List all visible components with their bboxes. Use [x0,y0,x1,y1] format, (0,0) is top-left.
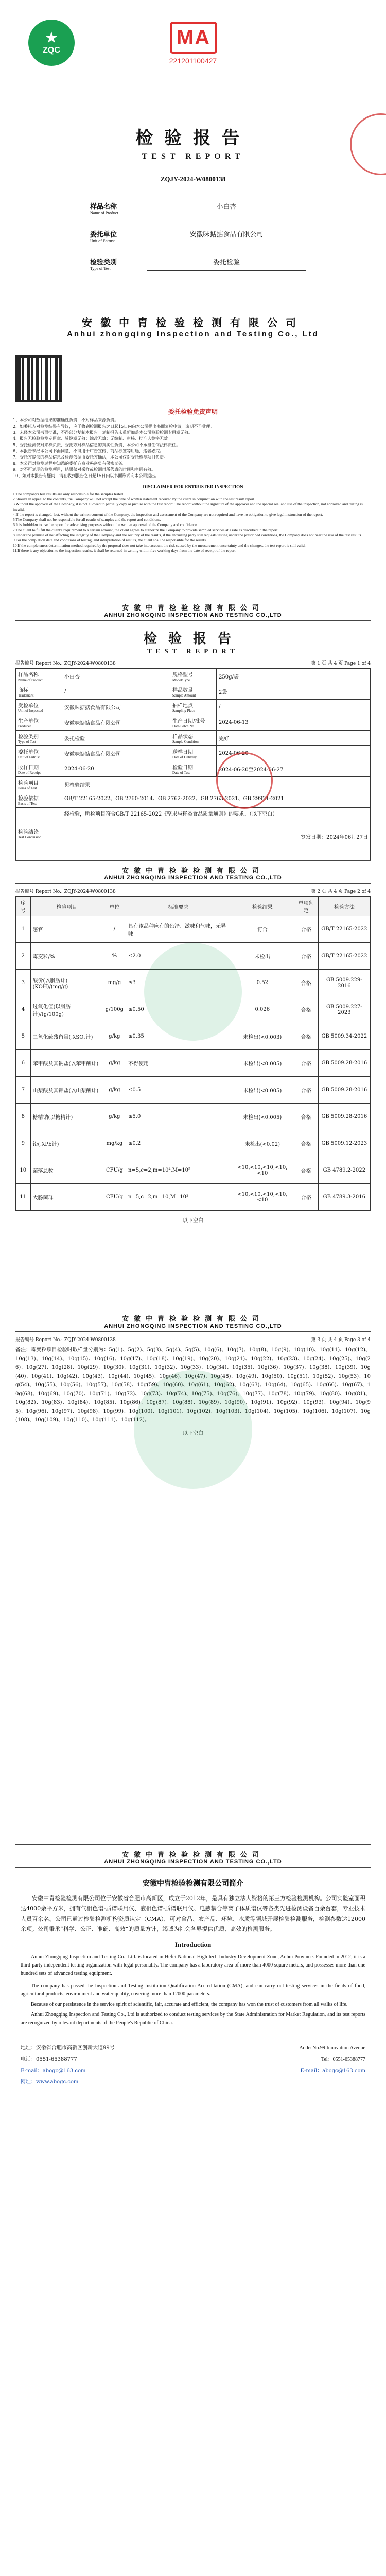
notice-en-item: 10.If the completeness determination method required by the proposal does not take into account the risk caused by the measurement uncertainty and the changes, the test report is still valid. [13,543,306,548]
results-cell: 未检出(<0.005) [231,1050,294,1077]
notes-text: 备注：霉变粒项目检验时取样量分别为：5g(1)、5g(2)、5g(3)、5g(4)、5g(5)、10g(6)、10g(7)、10g(8)、10g(9)、10g(10)、10g(11)、10g(12)、10g(13)、10g(14)、10g(15)、10g(16)、10g(17)、10g(18)、10g(19)、10g(20)、10g(21)、10g(22)、10g(23)、10g(24)、10g(25)、10g(26)、10g(27)、10g(28)、10g(29)、10g(30)、10g(31)、10g(32)、10g(33)、10g(34)、10g(35)、10g(36)、10g(37)、10g(38)、10g(39)、10g(40)、10g(41)、10g(42)、10g(43)、10g(44)、10g(45)、10g(46)、10g(47)、10g(48)、10g(49)、10g(50)、10g(51)、10g(52)、10g(53)、10g(54)、10g(55)、10g(56)、10g(57)、10g(58)、10g(59)、10g(60)、10g(61)、10g(62)、10g(63)、10g(64)、10g(65)、10g(66)、10g(67)、10g(68)、10g(69)、10g(70)、10g(71)、10g(72)、10g(73)、10g(74)、10g(75)、10g(76)、10g(77)、10g(78)、10g(79)、10g(80)、10g(81)、10g(82)、10g(83)、10g(84)、10g(85)、10g(86)、10g(87)、10g(88)、10g(89)、10g(90)、10g(91)、10g(92)、10g(93)、10g(94)、10g(95)、10g(96)、10g(97)、10g(98)、10g(99)、10g(100)、10g(101)、10g(102)、10g(103)、10g(104)、10g(105)、10g(106)、10g(107)、10g(108)、10g(109)、10g(110)、10g(111)、10g(112)。 [15,1347,371,1423]
info-label-cn: 送样日期 [172,750,193,755]
results-cell: 合格 [294,996,318,1023]
cma-logo [170,22,217,54]
info-row [16,700,371,715]
results-header-cell: 序号 [16,897,31,916]
info-label [16,731,62,746]
info-label [170,746,217,761]
results-cell: <10,<10,<10,<10,<10 [231,1157,294,1184]
info-label-en: Producer [18,724,31,728]
results-cell: 0.52 [231,970,294,996]
info-row [16,715,371,731]
results-cell: g/kg [103,1023,126,1050]
info-value: 2袋 [217,684,371,700]
results-cell: 合格 [294,916,318,943]
results-row [16,1184,371,1211]
cover-field-type [90,257,306,271]
info-row [16,746,371,761]
info-value: / [62,684,170,700]
results-cell: 苯甲酸及其钠盐(以苯甲酸计) [30,1050,103,1077]
results-cell: g/100g [103,996,126,1023]
issue-date: 签发日期：2024年06月27日 [301,835,368,840]
results-cell: GB 5009.227-2023 [318,996,370,1023]
results-cell: 7 [16,1077,31,1104]
results-row [16,970,371,996]
info-value: 安徽味掂掂食品有限公司 [62,715,170,731]
info-value: 完好 [217,731,371,746]
notice-en-item: 9.For the completion date and conditions of testing, and interpretation of results, the client shall be responsible for the results. [13,538,207,543]
results-cell: 5 [16,1023,31,1050]
info-label [16,746,62,761]
notice-en-item: 6.It is forbidden to use the report for advertising purposes without the written approval of the Company and confidence. [13,522,198,527]
info-label [16,700,62,715]
results-cell: 过氧化值(以脂肪计)/(g/100g) [30,996,103,1023]
intro-body-en: Anhui Zhongqing Inspection and Testing Co., Ltd. is located in Hefei National High-tech Industry Development Zone, Anhui Province. Founded in 2012, it is a third-party independent testing organization with legal personality. The company has a laboratory area of more than 4000 square meters, and possesses more than one hundred sets of advanced testing equipment. [21,1954,365,1976]
email-cn[interactable]: E-mail：abogc@163.com [21,2068,86,2074]
results-cell: GB 5009.28-2016 [318,1104,370,1130]
blank-note: 以下空白 [183,1218,203,1224]
results-cell: 1 [16,916,31,943]
notice-cn-item: 1、本公司对数据结果的准确性负责，不对样品来源负责。 [13,418,119,422]
results-cell: g/kg [103,1050,126,1077]
results-cell: n=5,c=2,m=10⁴,M=10⁵ [126,1157,231,1184]
field-label-en: Name of Product [90,211,118,215]
results-cell: 8 [16,1104,31,1130]
info-value: 2024-06-20 [217,746,371,761]
results-cell: 3 [16,970,31,996]
results-header-cell: 标准要求 [126,897,231,916]
page-header-en: ANHUI ZHONGQING INSPECTION AND TESTING CO.,LTD [104,1323,282,1329]
info-row [16,731,371,746]
intro-body-en: Because of our persistence in the service spirit of scientific, fair, accurate and efficient, the company has won the trust of customers from all walks of life. [31,2002,348,2007]
page-number: 第 2 页 共 4 页 Page 2 of 4 [311,889,371,894]
report-number: 报告编号 Report No.: ZQJY-2024-W0800138 [15,1337,116,1343]
address-cn: 地址：安徽省合肥市高新区创新大道99号 [21,2045,115,2051]
info-label-en: Sample Amount [172,693,196,698]
results-cell: 9 [16,1130,31,1157]
info-label-en: Name of Product [18,678,43,682]
info-value: 2024-06-13 [217,715,371,731]
info-label [170,761,217,777]
results-cell: 合格 [294,1184,318,1211]
page-number: 第 3 页 共 4 页 Page 3 of 4 [311,1337,371,1343]
notice-cn [13,417,373,479]
address-en: Addr: No.99 Innovation Avenue [299,2045,365,2051]
notice-cn-item: 3、未经本公司书面批准，不得部分复制本报告。复制报告未重新加盖本公司检验检测专用章无效。 [13,430,193,435]
results-cell: CFU/g [103,1157,126,1184]
info-label-en: Model/Type [172,678,190,682]
intro-body-cn: 安徽中胄检验检测有限公司位于安徽省合肥市高新区，成立于2012年，是具有独立法人资格的第三方检验检测机构。公司实验室面积达4000余平方米，拥有气相色谱-质谱联用仪、液相色谱-质谱联用仪、电感耦合等离子体质谱仪等各类先进检测设备百余台套，专业技术人员百余名。公司已通过检验检测机构资质认定（CMA），可对食品、农产品、环境、水质等领域开展检验检测服务，检测参数达12000余项。公司秉承“科学、公正、准确、高效”的质量方针，竭诚为社会各界提供优质、高效的检测服务。 [21,1895,365,1933]
results-cell: 感官 [30,916,103,943]
info-row [16,792,371,808]
results-cell: 合格 [294,1157,318,1184]
page-header-cn: 安徽中胄检验检测有限公司 [121,1315,264,1323]
results-cell: 未检出(<0.005) [231,1077,294,1104]
results-cell: 合格 [294,1130,318,1157]
results-cell: 铅(以Pb计) [30,1130,103,1157]
results-cell: 具有该品种应有的色泽、滋味和气味，无异味 [126,916,231,943]
info-row [16,808,371,859]
notice-en-item: 4.If the report is changed, lost, without the written consent of the Company, the inspection and assessment of the Company are not required and have no obligation to give legal instruction of the report. [13,512,323,517]
results-cell: ≤0.5 [126,1077,231,1104]
cover-title-cn: 检验报告 [135,128,251,148]
results-cell: ≤5.0 [126,1104,231,1130]
notice-cn-item: 9、对不可复现的检测项目，结果仅对采样或检测时所代表的时间和空间有效。 [13,467,156,472]
info-label [16,792,62,808]
notice-en-item: 5.The Company shall not be responsible for all results of samples and the report and conditions. [13,517,161,522]
notice-title: 委托检验免责声明 [168,408,218,415]
page-header-cn: 安徽中胄检验检测有限公司 [121,867,264,875]
email-en[interactable]: E-mail：abogc@163.com [300,2068,365,2074]
info-label-cn: 收样日期 [18,765,39,771]
info-label-cn: 委托单位 [18,750,39,755]
info-label-en: Date of Test [172,771,190,775]
field-label-cn: 委托单位 [90,231,117,239]
field-value: 小白杏 [147,201,306,215]
notice-cn-item: 6、本报告未经本公司书面同意，不得用于广告宣传、商品标签等用途，违者必究。 [13,449,164,453]
results-cell: 0.026 [231,996,294,1023]
info-label-en: Type of Test [18,740,36,744]
results-cell: mg/g [103,970,126,996]
results-header-cell: 检验方法 [318,897,370,916]
results-cell: % [103,943,126,970]
notice-en-item: 1.The company's test results are only responsible for the samples tested. [13,492,124,496]
results-cell: 不得使用 [126,1050,231,1077]
page-title-en: TEST REPORT [147,647,239,655]
results-cell: GB 5009.34-2022 [318,1023,370,1050]
info-value: / [217,700,371,715]
cover-field-name [90,201,306,215]
report-number: 报告编号 Report No.: ZQJY-2024-W0800138 [15,661,116,666]
results-cell: 大肠菌群 [30,1184,103,1211]
field-label-cn: 样品名称 [90,203,117,211]
notice-en-item: 2.Should an appeal to the contents, the Company will not accept the time of written statement received by the client in conjunction with the test result report. [13,497,255,501]
field-value: 委托检验 [147,257,306,271]
results-header-cell: 单项判定 [294,897,318,916]
results-cell: 符合 [231,916,294,943]
info-label-en: Sample Condition [172,740,199,744]
info-label-en: Sampling Place [172,709,195,713]
info-label-cn: 商标 [18,688,28,693]
results-cell: GB 5009.28-2016 [318,1050,370,1077]
notice-en-item: 3.Without the approval of the Company, it is not allowed to partially copy or picture with the test report. The report without the signature of the approver and the special seal and use of the inspection, not approved and testing is invalid. [13,502,363,512]
results-cell: 10 [16,1157,31,1184]
page-header-en: ANHUI ZHONGQING INSPECTION AND TESTING CO.,LTD [104,612,282,618]
field-label-en: Type of Test [90,266,111,271]
info-label [170,715,217,731]
intro-body-en: The company has passed the Inspection and Testing Institution Qualification Accreditation (CMA), and can carry out testing services in the fields of food, agricultural products, environment and water quality, covering more than 12000 parameters. [21,1983,365,1997]
results-cell: 合格 [294,943,318,970]
cover-company-en: Anhui zhongqing Inspection and Testing Co., Ltd [67,330,319,338]
report-number: 报告编号 Report No.: ZQJY-2024-W0800138 [15,889,116,894]
info-label-cn: 检验日期 [172,765,193,771]
results-cell: 未检出(<0.02) [231,1130,294,1157]
results-cell: 合格 [294,1023,318,1050]
results-cell: 2 [16,943,31,970]
intro-body-en: Anhui Zhongqing Inspection and Testing Co., Ltd is authorized to conduct testing services by the State Administration for Market Regulation, and its test reports are recognized by relevant departments of the People's Republic of China. [21,2012,365,2026]
qr-code [15,355,62,402]
report-page-notes [0,1309,386,1844]
cover-company-cn: 安徽中胄检验检测有限公司 [82,316,304,329]
results-cell: GB/T 22165-2022 [318,916,370,943]
info-label-cn: 样品名称 [18,672,39,678]
intro-title-en: Introduction [174,1941,212,1948]
field-label-cn: 检验类别 [90,259,117,266]
results-cell: GB/T 22165-2022 [318,943,370,970]
info-value: 见检验结果 [62,777,371,792]
results-cell: 6 [16,1050,31,1077]
contact-block [21,2043,365,2088]
results-cell: 合格 [294,1077,318,1104]
results-cell: <10,<10,<10,<10,<10 [231,1184,294,1211]
info-value [62,808,371,859]
page-title-cn: 检验报告 [143,631,242,647]
info-row [16,761,371,777]
info-value: 250g/袋 [217,669,371,684]
results-cell: 山梨酸及其钾盐(以山梨酸计) [30,1077,103,1104]
results-cell: ≤2.0 [126,943,231,970]
info-label [170,669,217,684]
results-cell: ≤3 [126,970,231,996]
notice-cn-item: 8、本公司对检测过程中知悉的委托方商业秘密负有保密义务。 [13,461,127,466]
info-value: 安徽味掂掂食品有限公司 [62,700,170,715]
report-cover [0,0,386,587]
info-label [16,715,62,731]
report-page-results [0,860,386,1309]
results-cell: 合格 [294,1104,318,1130]
results-cell: GB 5009.12-2023 [318,1130,370,1157]
results-cell: 酸价(以脂肪计)(KOH)/(mg/g) [30,970,103,996]
info-value [62,792,371,808]
info-label-cn: 抽样地点 [172,703,193,709]
results-cell: GB 5009.229-2016 [318,970,370,996]
zqc-logo-text: ZQC [43,46,60,55]
info-row [16,684,371,700]
results-cell: mg/kg [103,1130,126,1157]
company-intro-page [0,1844,386,2267]
info-label-cn: 受检单位 [18,703,39,709]
results-cell: 4 [16,996,31,1023]
results-row [16,943,371,970]
notice-cn-item: 10、如对本报告有疑问，请在收到报告之日起15日内以书面形式向本公司提出。 [13,473,160,478]
results-cell: 未检出(<0.005) [231,1104,294,1130]
info-label [16,761,62,777]
intro-title-cn: 安徽中胄检验检测有限公司简介 [143,1879,243,1888]
results-header-cell: 单位 [103,897,126,916]
notice-cn-item: 5、委托检测仅对来样负责，委托方对样品信息的真实性负责，本公司不承担任何法律责任。 [13,443,181,447]
notice-en-item: 7.The client to fulfill the client's requirement to a certain amount, the client agrees to authorize the Company to provide sampled services at a rate as described in the report. [13,528,279,532]
info-value: 小白杏 [62,669,170,684]
info-label-cn: 规格型号 [172,672,193,678]
info-label [170,700,217,715]
results-row [16,1130,371,1157]
cover-title-en: TEST REPORT [142,152,244,161]
info-label [16,777,62,792]
page-number: 第 1 页 共 4 页 Page 1 of 4 [311,661,371,666]
results-cell: ≤0.2 [126,1130,231,1157]
info-label-cn: 生产日期/批号 [172,719,205,724]
page-header-en: ANHUI ZHONGQING INSPECTION AND TESTING CO.,LTD [104,1859,282,1865]
info-label-en: Items of Test [18,786,37,790]
results-cell: ≤0.35 [126,1023,231,1050]
info-value-text: 经检验，所检项目符合GB/T 22165-2022《坚果与籽类食品质量通则》的要求。（以下空白） [64,811,278,817]
info-row [16,669,371,684]
info-row [16,777,371,792]
results-cell: GB 4789.3-2016 [318,1184,370,1211]
report-stamp [216,752,273,809]
results-row [16,1077,371,1104]
results-header-cell: 检验项目 [30,897,103,916]
results-cell: GB 5009.28-2016 [318,1077,370,1104]
blank-note: 以下空白 [183,1431,203,1436]
notice-cn-item: 2、如委托方对检测结果有异议，应于收到检测报告之日起15日内向本公司提出书面复检申请，逾期不予受理。 [13,424,215,429]
info-label-cn: 检验类别 [18,734,39,740]
info-table [15,668,371,860]
results-cell: g/kg [103,1077,126,1104]
cover-fields [90,201,306,271]
info-label [16,669,62,684]
info-label-en: Trademark [18,693,34,698]
results-cell: g/kg [103,1104,126,1130]
info-label-en: Date of Receipt [18,771,41,775]
info-label-en: Basis of Test [18,802,37,806]
results-cell: 霉变粒/% [30,943,103,970]
info-label-en: Unit of Inspected [18,709,43,713]
info-label-cn: 生产单位 [18,719,39,724]
results-header-cell: 检验结果 [231,897,294,916]
info-label-cn: 检验项目 [18,781,39,786]
info-label-en: Unit of Entrust [18,755,40,759]
results-cell: 菌落总数 [30,1157,103,1184]
notice-en-item: 8.Under the premise of not affecting the integrity of the Company and the security of the results, if the entrusting party still requests testing under the prescribed conditions, the Company does not bear the risk of the test results. [13,533,362,537]
star-icon: ★ [44,29,59,47]
info-label-en: Date/Batch No. [172,724,195,728]
notice-cn-item: 7、委托方提供的样品信息及检测依据由委托方确认，本公司仅对委托检测项目负责。 [13,455,168,460]
info-label [16,808,62,859]
field-value: 安徽味掂掂食品有限公司 [147,229,306,243]
phone-en: Tel：0551-65388777 [321,2057,365,2062]
page-header-cn: 安徽中胄检验检测有限公司 [121,604,264,612]
phone-cn: 电话：0551-65388777 [21,2057,77,2062]
cma-logo-text: MA [176,26,211,49]
results-cell: 合格 [294,970,318,996]
report-page-info [0,598,386,860]
zqc-logo [28,20,75,66]
notice-cn-item: 4、报告无检验检测专用章、骑缝章无效；涂改无效；无编制、审核、批准人签字无效。 [13,436,172,441]
info-label-en: Date of Delivery [172,755,197,759]
website[interactable]: 网址：www.abogc.com [21,2079,79,2085]
info-value: 委托检验 [62,731,170,746]
results-cell: 未检出(<0.003) [231,1023,294,1050]
info-value-text: GB/T 22165-2022、GB 2760-2014、GB 2762-2022、GB 2763-2021、GB 29921-2021 [64,796,284,802]
page-header-en: ANHUI ZHONGQING INSPECTION AND TESTING CO.,LTD [104,875,282,881]
results-cell: 未检出 [231,943,294,970]
cover-report-number: ZQJY-2024-W0800138 [160,175,226,183]
info-label [170,684,217,700]
results-cell: 11 [16,1184,31,1211]
info-label-cn: 样品状态 [172,734,193,740]
info-label-cn: 检验依据 [18,796,39,802]
info-value: 安徽味掂掂食品有限公司 [62,746,170,761]
notice-en-title: DISCLAIMER FOR ENTRUSTED INSPECTION [143,484,243,489]
results-row [16,996,371,1023]
results-cell: 二氧化硫残留量(以SO₂计) [30,1023,103,1050]
info-label [16,684,62,700]
results-row [16,1050,371,1077]
results-row [16,1023,371,1050]
page-header-cn: 安徽中胄检验检测有限公司 [121,1851,264,1859]
results-cell: 糖精钠(以糖精计) [30,1104,103,1130]
results-row [16,1157,371,1184]
notice-en [13,492,373,553]
field-label-en: Unit of Entrust [90,239,115,243]
info-value: 2024-06-20至2024-06-27 [217,761,371,777]
info-value: 2024-06-20 [62,761,170,777]
info-label-cn: 检验结论 [18,829,39,835]
results-row [16,1104,371,1130]
cma-code: 221201100427 [169,57,217,65]
info-label [170,731,217,746]
info-label-en: Test Conclusion [18,835,42,839]
results-header-row [16,897,371,916]
results-row [16,916,371,943]
results-cell: GB 4789.2-2022 [318,1157,370,1184]
results-cell: CFU/g [103,1184,126,1211]
cover-field-unit [90,229,306,243]
results-cell: n=5,c=2,m=10,M=10² [126,1184,231,1211]
results-cell: 合格 [294,1050,318,1077]
results-table [15,896,371,1211]
notice-en-item: 11.If there is any objection to the inspection results, it shall be returned in writing within five working days from the date of receipt of the report. [13,548,237,553]
results-cell: / [103,916,126,943]
info-label-cn: 样品数量 [172,688,193,693]
trailing-blank [0,2267,386,2576]
results-cell: ≤0.50 [126,996,231,1023]
